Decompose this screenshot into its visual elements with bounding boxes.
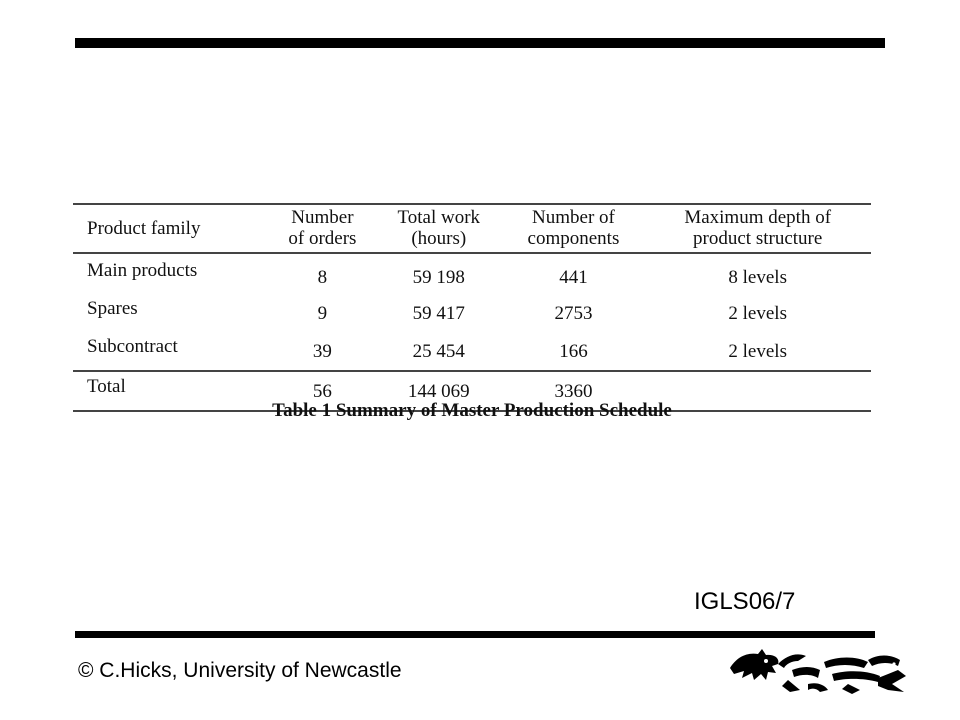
cell-product-family: Main products [87, 260, 198, 281]
table-row [73, 332, 871, 371]
cell-components: 441 [559, 266, 588, 288]
header-total-work: Total work (hours) [397, 207, 481, 249]
top-rule [75, 38, 885, 48]
heraldic-lions-crest-icon [728, 646, 910, 696]
cell-components: 166 [559, 340, 588, 362]
cell-orders: 9 [317, 302, 328, 324]
header-max-depth: Maximum depth of product structure [684, 207, 832, 249]
table-row [73, 253, 871, 294]
table-row [73, 294, 871, 332]
bottom-rule [75, 631, 875, 638]
cell-components: 2753 [554, 302, 593, 324]
cell-max-depth: 8 levels [728, 266, 787, 288]
table-caption: Table 1 Summary of Master Production Schedule [272, 400, 672, 421]
cell-product-family: Subcontract [87, 336, 178, 357]
cell-total-work: 59 417 [412, 302, 465, 324]
cell-total-orders: 56 [312, 380, 332, 402]
cell-total-work: 25 454 [412, 340, 465, 362]
cell-max-depth: 2 levels [728, 302, 787, 324]
summary-table-container [73, 203, 871, 412]
cell-total-work: 144 069 [407, 380, 470, 402]
header-product-family: Product family [87, 217, 201, 239]
cell-orders: 8 [317, 266, 328, 288]
header-number-of-components: Number of components [527, 207, 620, 249]
cell-max-depth: 2 levels [728, 340, 787, 362]
cell-total-work: 59 198 [412, 266, 465, 288]
cell-total-label: Total [87, 376, 126, 397]
cell-product-family: Spares [87, 298, 138, 319]
table-header-row [73, 204, 871, 253]
cell-total-components: 3360 [554, 380, 593, 402]
cell-orders: 39 [312, 340, 332, 362]
slide-code: IGLS06/7 [694, 588, 796, 615]
header-number-of-orders: Number of orders [288, 207, 357, 249]
summary-table [73, 203, 871, 412]
footer-copyright: © C.Hicks, University of Newcastle [78, 659, 402, 682]
